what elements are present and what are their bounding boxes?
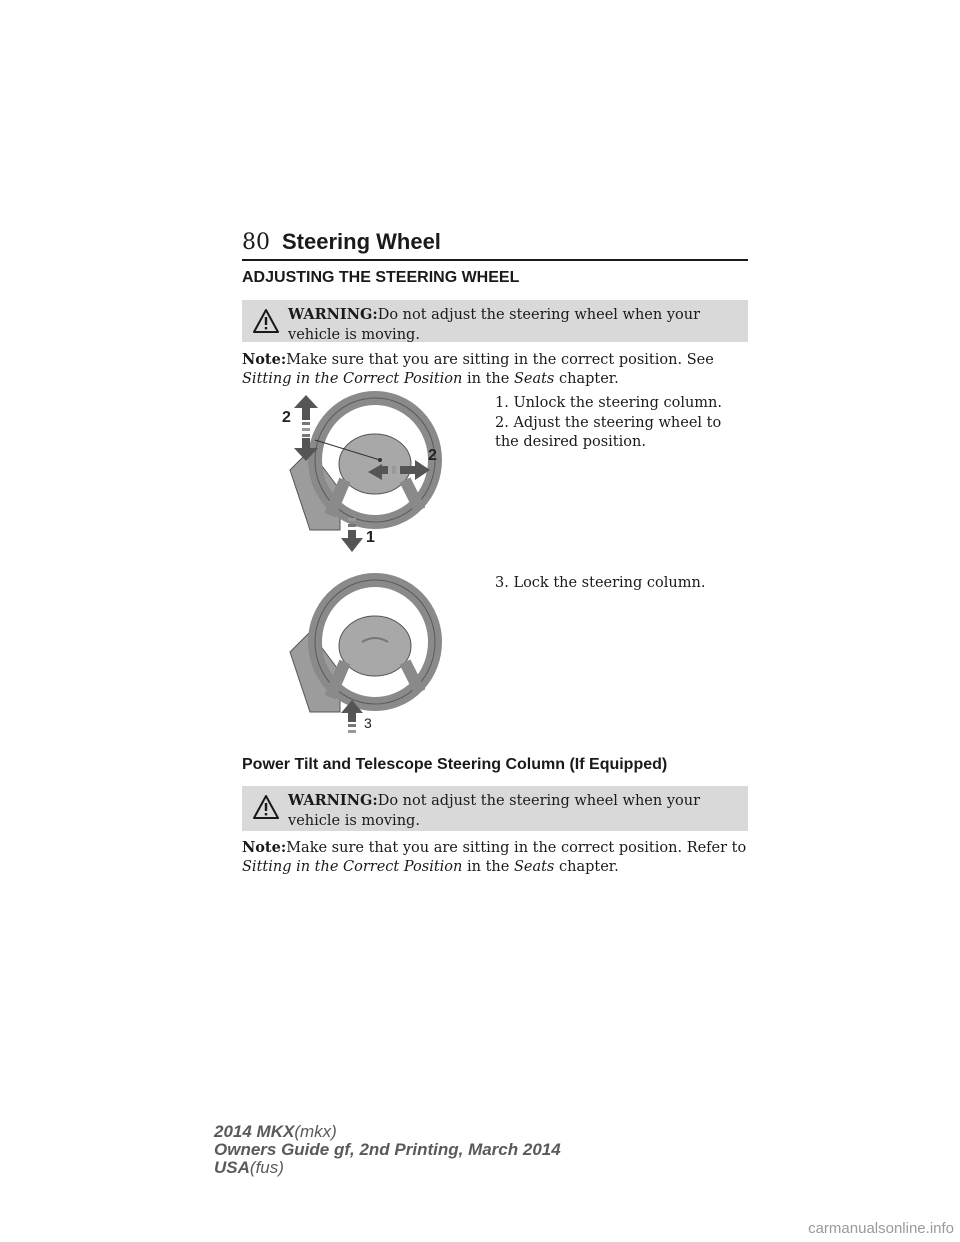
step-3: 3. Lock the steering column. xyxy=(495,575,706,591)
warning-label: WARNING: xyxy=(288,792,378,809)
steering-adjust-figure xyxy=(270,390,470,560)
label-3: 3 xyxy=(364,715,372,731)
subsection-heading: Power Tilt and Telescope Steering Column (If Equipped) xyxy=(242,756,668,773)
footer-model-name: 2014 MKX xyxy=(214,1122,295,1141)
footer-market xyxy=(214,1159,284,1177)
note-text: chapter. xyxy=(554,859,619,875)
note-text: in the xyxy=(462,371,514,387)
warning-message: Do not adjust the steering wheel when your vehicle is moving. xyxy=(288,307,701,343)
note-chapter: Seats xyxy=(513,859,555,875)
section-heading: ADJUSTING THE STEERING WHEEL xyxy=(242,269,520,286)
up-arrow-icon xyxy=(294,395,318,420)
warning-message: Do not adjust the steering wheel when your vehicle is moving. xyxy=(288,793,701,829)
note xyxy=(242,838,748,877)
note-label: Note: xyxy=(242,351,287,368)
note-chapter: Seats xyxy=(513,371,555,387)
note xyxy=(242,350,748,389)
warning-text xyxy=(288,305,736,345)
warning-box xyxy=(242,786,748,831)
footer-market-name: USA xyxy=(214,1158,250,1177)
chapter-title: Steering Wheel xyxy=(282,229,441,254)
warning-triangle-icon xyxy=(252,794,280,820)
label-2-inout: 2 xyxy=(428,447,437,464)
footer-edition xyxy=(214,1141,561,1159)
watermark: carmanualsonline.info xyxy=(808,1220,954,1237)
note-text: Make sure that you are sitting in the correct position. Refer to xyxy=(286,840,747,856)
note-link: Sitting in the Correct Position xyxy=(242,371,463,387)
footer-market-code: (fus) xyxy=(249,1158,284,1177)
warning-box xyxy=(242,300,748,342)
label-2-updown: 2 xyxy=(282,409,291,426)
warning-text xyxy=(288,791,736,831)
steering-lock-figure xyxy=(270,572,470,737)
note-text: Make sure that you are sitting in the correct position. See xyxy=(286,352,714,368)
note-link: Sitting in the Correct Position xyxy=(242,859,463,875)
note-text: chapter. xyxy=(554,371,619,387)
warning-label: WARNING: xyxy=(288,306,378,323)
unlock-arrow-icon xyxy=(341,530,363,552)
page-number: 80 xyxy=(242,230,270,255)
footer-edition-text: Owners Guide gf, 2nd Printing, March 2014 xyxy=(214,1140,561,1159)
header-rule xyxy=(242,259,748,261)
step-1: 1. Unlock the steering column. xyxy=(495,395,722,411)
footer-model xyxy=(214,1123,337,1141)
note-text: in the xyxy=(462,859,514,875)
warning-triangle-icon xyxy=(252,308,280,334)
note-label: Note: xyxy=(242,839,287,856)
footer-model-code: (mkx) xyxy=(294,1122,337,1141)
label-1: 1 xyxy=(366,529,375,546)
step-2: 2. Adjust the steering wheel to the desired position. xyxy=(495,415,722,450)
